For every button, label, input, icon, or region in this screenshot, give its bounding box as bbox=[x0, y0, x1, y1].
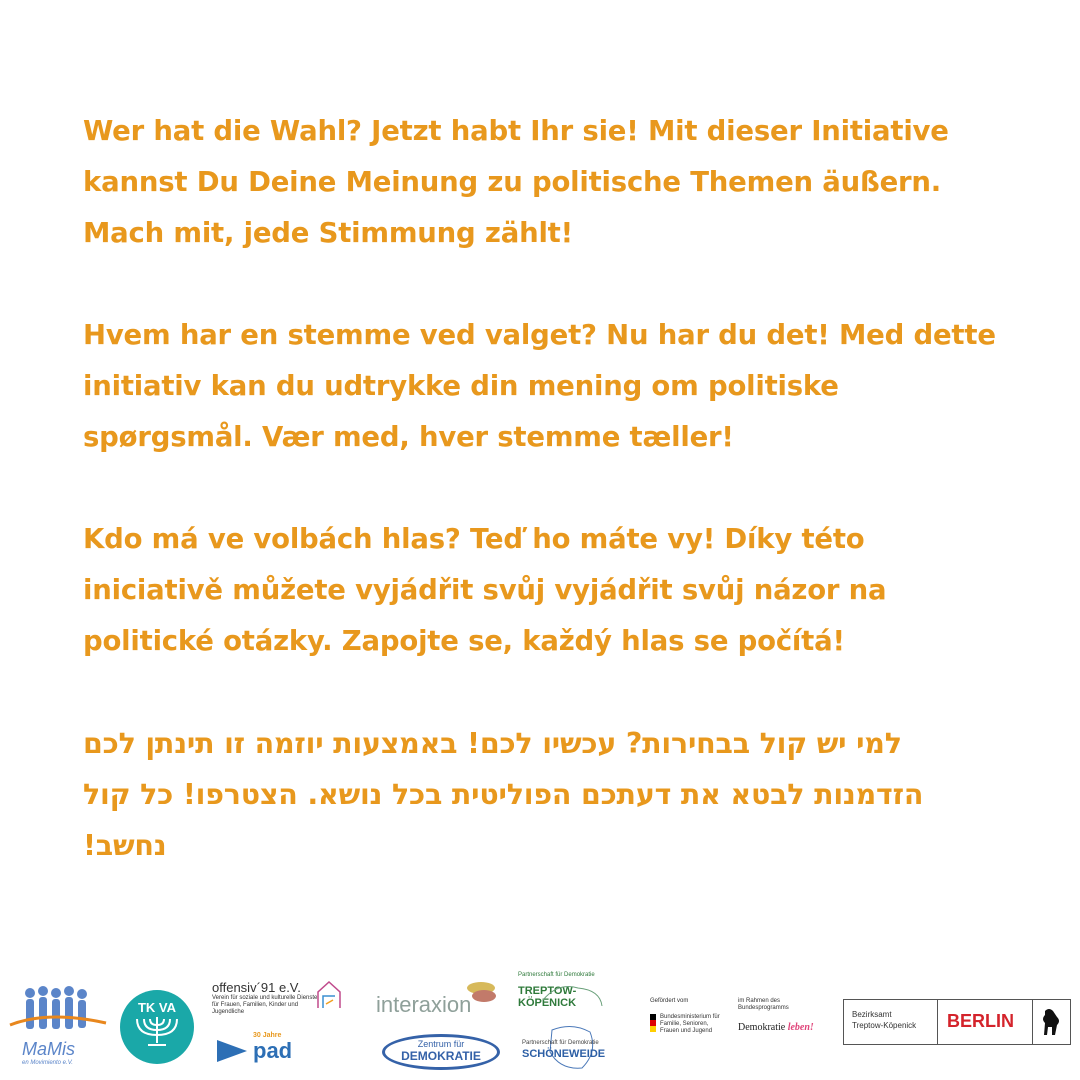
paragraph-german: Wer hat die Wahl? Jetzt habt Ihr sie! Mit dieser Initiative kannst Du Deine Meinung zu politische Themen äußern. Mach mit, jede Stimmung zählt! bbox=[83, 115, 949, 249]
zentrum-line1: Zentrum für bbox=[417, 1039, 465, 1049]
bezirksamt-logo bbox=[843, 999, 1071, 1045]
schoeneweide-top: Partnerschaft für Demokratie bbox=[522, 1040, 599, 1046]
bund-logo bbox=[650, 998, 732, 1038]
bund-lines: Bundesministerium für Familie, Senioren, Frauen und Jugend bbox=[660, 1014, 720, 1034]
offensiv-sub: Verein für soziale und kulturelle Dienste für Frauen, Familien, Kinder und Jugendliche bbox=[212, 995, 318, 1015]
demokratie-name: Demokratie bbox=[738, 1022, 786, 1033]
berlin-bear-icon bbox=[1039, 1007, 1063, 1037]
paragraph-danish: Hvem har en stemme ved valget? Nu har du det! Med dette initiativ kan du udtrykke din mening om politiske spørgsmål. Vær med, hver stemme tæller! bbox=[83, 319, 996, 453]
bund-label: Gefördert vom bbox=[650, 998, 689, 1004]
district-outline-icon bbox=[538, 980, 608, 1010]
main-text bbox=[83, 106, 1003, 922]
pad-logo bbox=[215, 1032, 315, 1068]
zentrum-line2: DEMOKRATIE bbox=[401, 1049, 481, 1063]
treptow-name: TREPTOW-KÖPENICK bbox=[518, 985, 577, 1009]
mamis-sub: en Movimiento e.V. bbox=[22, 1060, 73, 1066]
house-icon bbox=[316, 980, 342, 1010]
menorah-icon bbox=[120, 1015, 194, 1049]
offensiv-name: offensiv´91 e.V. bbox=[212, 980, 301, 995]
bezirksamt-line1: Bezirksamt bbox=[852, 1010, 892, 1019]
paragraph-czech: Kdo má ve volbách hlas? Teď ho máte vy! Díky této iniciativě můžete vyjádřit svůj vyjádřit svůj názor na politické otázky. Zapojte se, každý hlas se počítá! bbox=[83, 523, 887, 657]
german-flag-icon bbox=[650, 1014, 656, 1032]
tkva-name: TK VA bbox=[137, 1000, 177, 1015]
tkva-logo bbox=[120, 990, 194, 1064]
pad-name: pad bbox=[253, 1038, 293, 1063]
demokratie-label: im Rahmen des Bundesprogramms bbox=[738, 998, 789, 1011]
sponsor-logos bbox=[0, 960, 1080, 1080]
bezirksamt-line2: Treptow-Köpenick bbox=[852, 1021, 917, 1030]
schoeneweide-name: SCHÖNEWEIDE bbox=[522, 1048, 606, 1060]
arrow-icon bbox=[215, 1038, 249, 1064]
interaxion-symbol-icon bbox=[464, 980, 498, 1008]
demokratie-leben-logo bbox=[738, 998, 828, 1038]
district-outline-icon bbox=[542, 1022, 602, 1072]
paragraph-hebrew: למי יש קול בבחירות? עכשיו לכם! באמצעות יוזמה זו תינתן לכם הזדמנות לבטא את דעתכם הפוליטית בכל נושא. הצטרפו! כל קול נחשב! bbox=[83, 727, 924, 862]
interaxion-logo bbox=[376, 980, 501, 1020]
berlin-wordmark: BERLIN bbox=[947, 1011, 1014, 1031]
treptow-top: Partnerschaft für Demokratie bbox=[518, 972, 595, 978]
schoeneweide-logo bbox=[522, 1022, 626, 1078]
mamis-name: MaMis bbox=[22, 1039, 75, 1059]
interaxion-name: interaxion bbox=[376, 992, 472, 1017]
mamis-logo bbox=[8, 985, 113, 1075]
people-icon bbox=[8, 985, 108, 1040]
treptow-logo bbox=[518, 972, 628, 1022]
demokratie-accent: leben! bbox=[787, 1022, 814, 1033]
zentrum-logo bbox=[382, 1034, 500, 1070]
offensiv-logo bbox=[212, 980, 342, 1020]
pad-badge: 30 Jahre bbox=[253, 1032, 282, 1039]
